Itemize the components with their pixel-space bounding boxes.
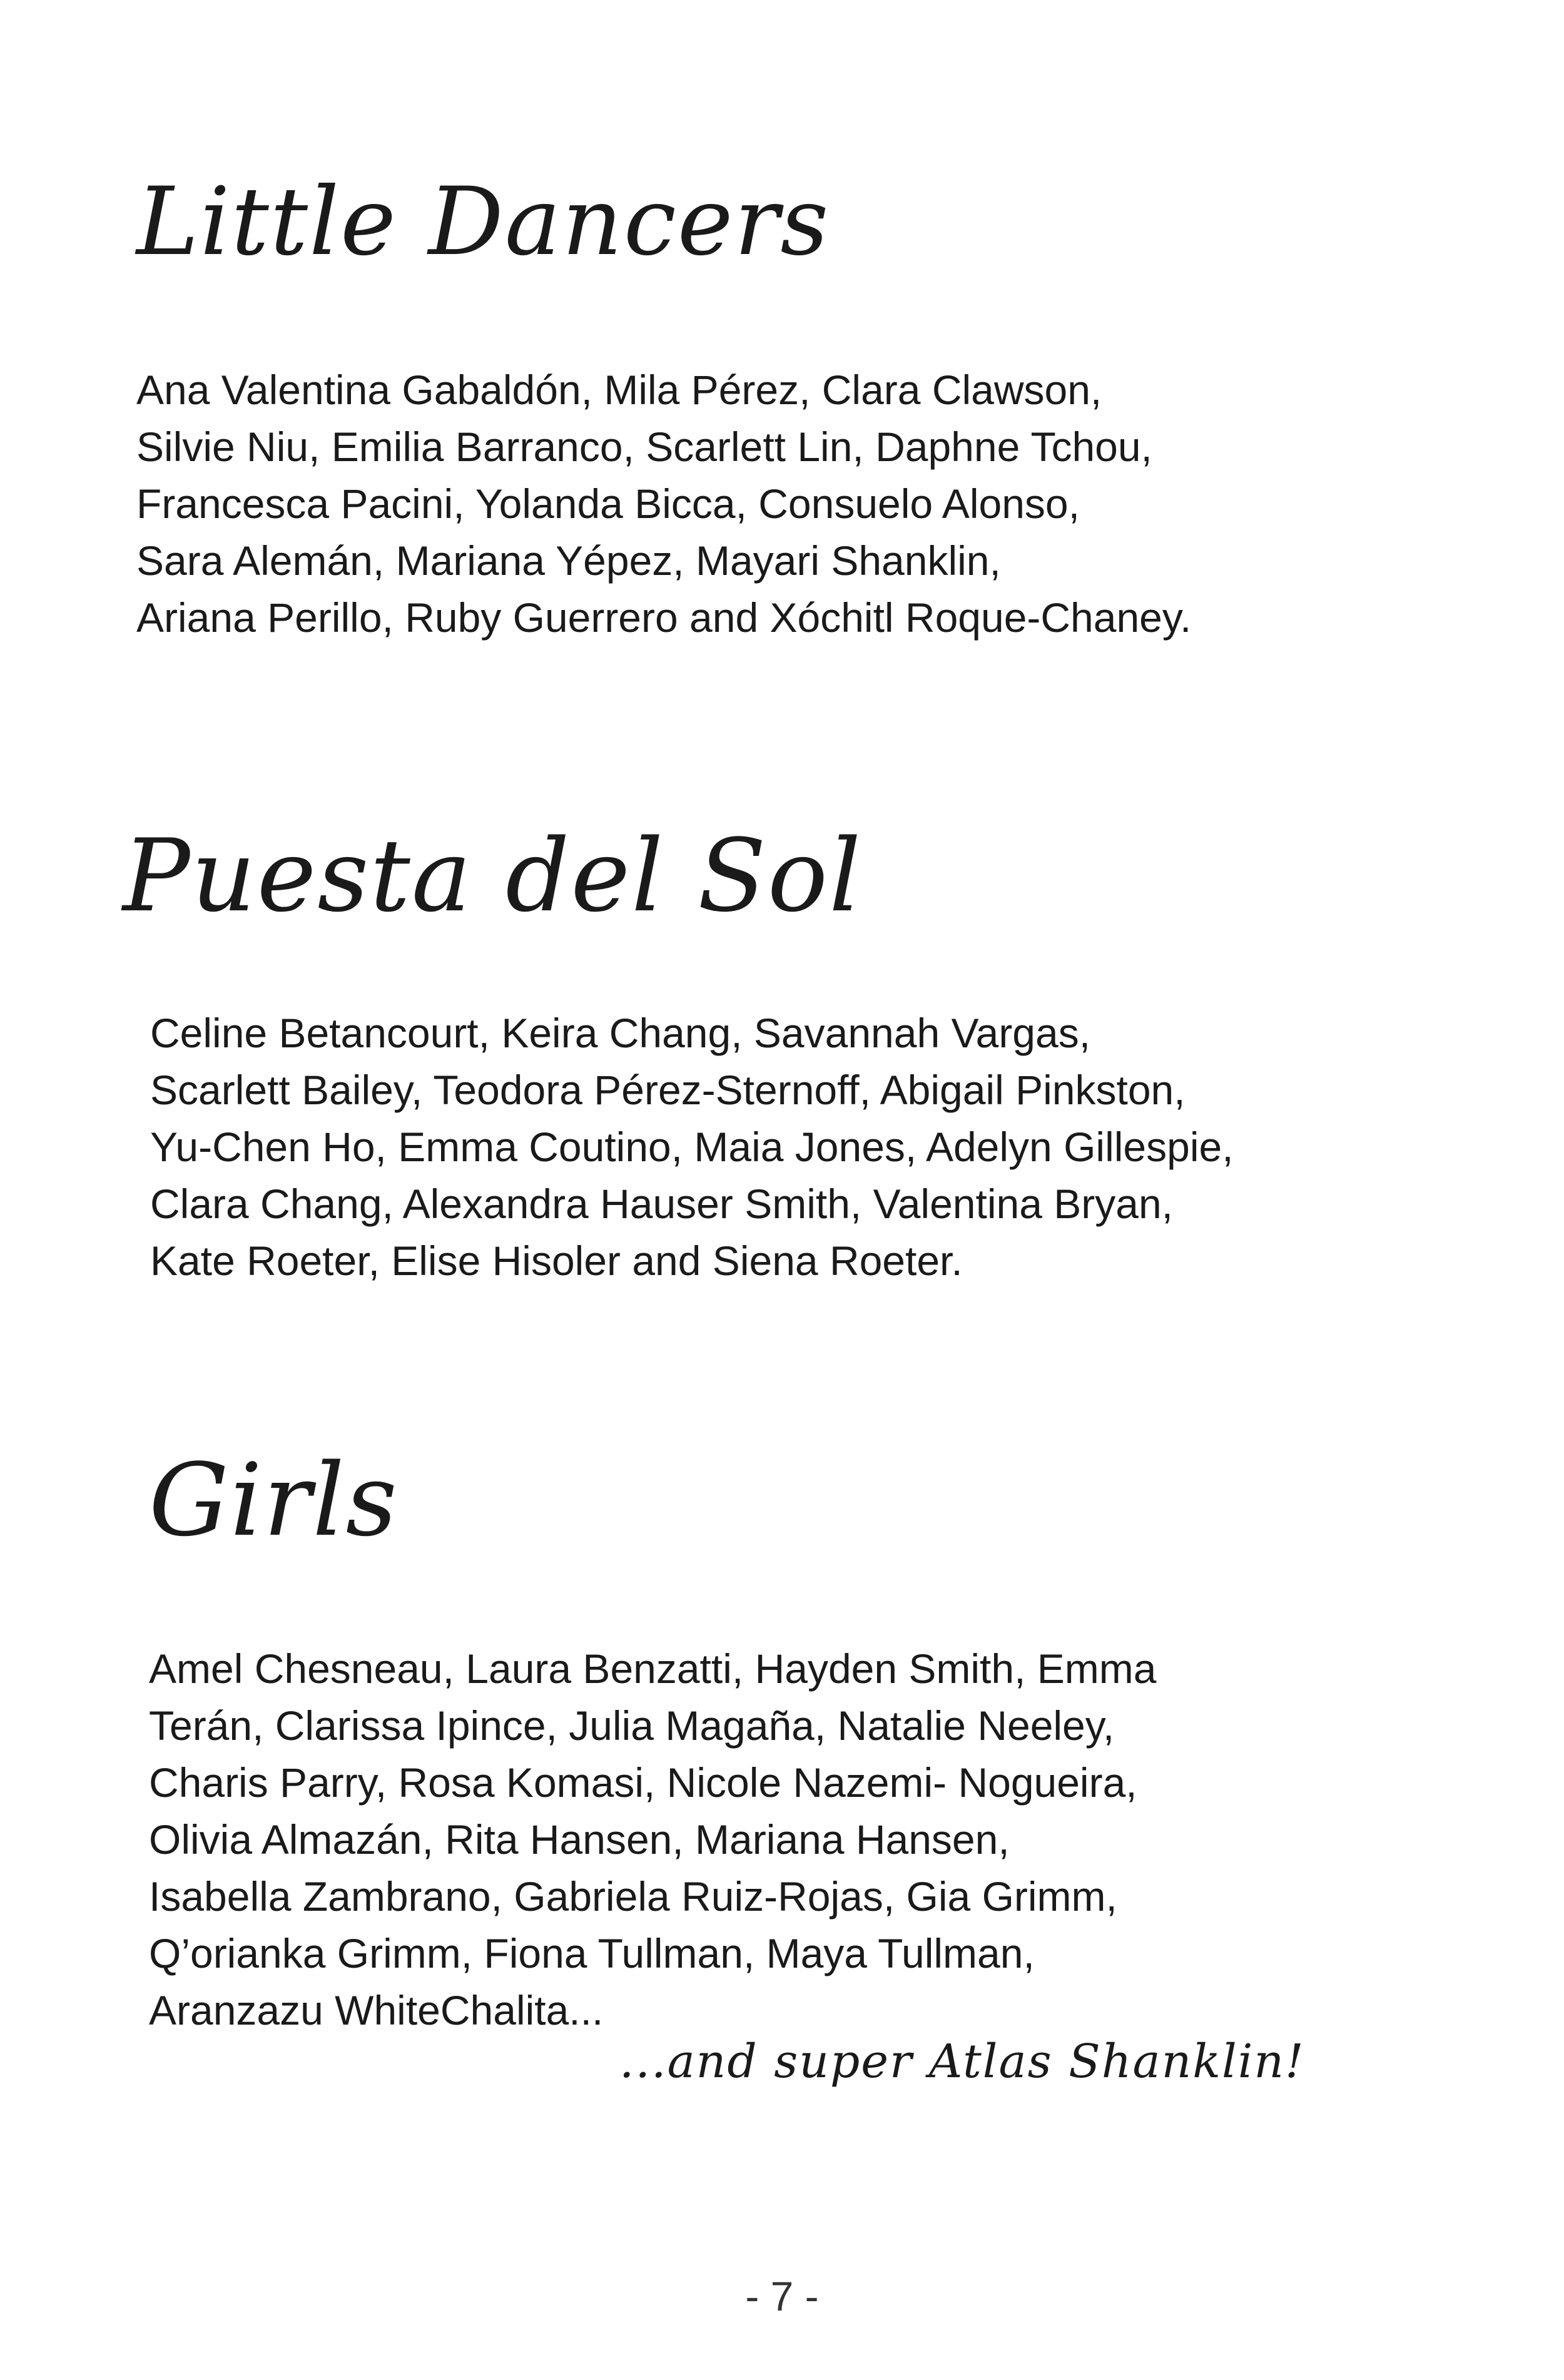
names-line: Celine Betancourt, Keira Chang, Savannah Vargas, [150, 1010, 1091, 1056]
names-line: Scarlett Bailey, Teodora Pérez-Sternoff, Abigail Pinkston, [150, 1067, 1186, 1113]
names-line: Ariana Perillo, Ruby Guerrero and Xóchitl Roque-Chaney. [136, 594, 1192, 641]
names-list [136, 362, 1191, 646]
names-line: Terán, Clarissa Ipince, Julia Magaña, Natalie Neeley, [149, 1702, 1115, 1749]
names-list [150, 1005, 1234, 1289]
names-line: Ana Valentina Gabaldón, Mila Pérez, Clara Clawson, [136, 367, 1102, 413]
names-line: Yu-Chen Ho, Emma Coutino, Maia Jones, Adelyn Gillespie, [150, 1124, 1234, 1170]
names-line: Charis Parry, Rosa Komasi, Nicole Nazemi- Nogueira, [149, 1759, 1137, 1806]
names-line: Q’orianka Grimm, Fiona Tullman, Maya Tullman, [149, 1930, 1035, 1976]
names-line: Olivia Almazán, Rita Hansen, Mariana Hansen, [149, 1816, 1010, 1863]
section-heading: Little Dancers [136, 168, 830, 277]
names-line: Isabella Zambrano, Gabriela Ruiz-Rojas, Gia Grimm, [149, 1873, 1117, 1920]
names-line: Clara Chang, Alexandra Hauser Smith, Valentina Bryan, [150, 1181, 1173, 1227]
names-line: Sara Alemán, Mariana Yépez, Mayari Shanklin, [136, 537, 1001, 584]
section-heading: Girls [149, 1442, 399, 1559]
closing-script-line: ...and super Atlas Shanklin! [619, 2035, 1305, 2088]
names-list [149, 1640, 1156, 2039]
names-line: Silvie Niu, Emilia Barranco, Scarlett Lin, Daphne Tchou, [136, 424, 1152, 470]
names-line: Aranzazu WhiteChalita... [149, 1987, 604, 2033]
page-number: - 7 - [745, 2273, 819, 2319]
names-line: Kate Roeter, Elise Hisoler and Siena Roeter. [150, 1238, 963, 1284]
names-line: Francesca Pacini, Yolanda Bicca, Consuelo Alonso, [136, 481, 1080, 527]
section-heading: Puesta del Sol [123, 817, 863, 934]
names-line: Amel Chesneau, Laura Benzatti, Hayden Smith, Emma [149, 1645, 1157, 1692]
